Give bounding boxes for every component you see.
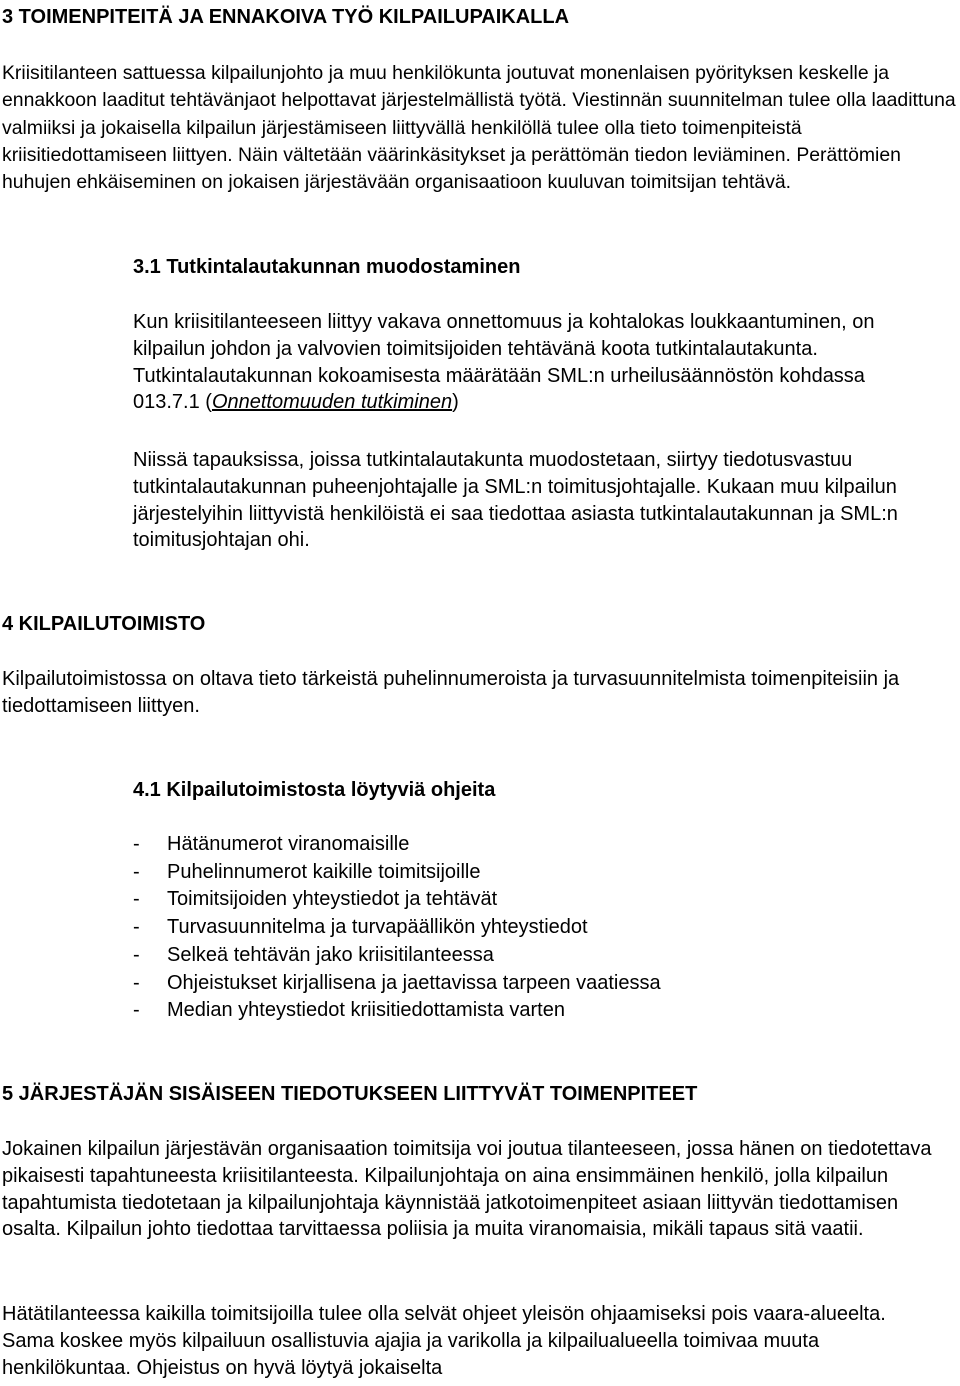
list-item-label: Puhelinnumerot kaikille toimitsijoille — [167, 860, 481, 883]
list-item — [133, 886, 661, 914]
guide-list — [133, 831, 661, 1025]
section-4-paragraph: Kilpailutoimistossa on oltava tieto tärkeistä puhelinnumeroista ja turvasuunnitelmista toimenpiteisiin ja tiedottamiseen liittyen. — [2, 668, 900, 717]
section-5-paragraph-1: Jokainen kilpailun järjestävän organisaation toimitsija voi joutua tilanteeseen, jossa hänen on tiedotettava pikaisesti tapahtuneesta kriisitilanteesta. Kilpailunjohtaja on aina ensimmäinen henkilö, jolla kilpailun tapahtumista tiedotetaan ja kilpailunjohtaja käynnistää jatkotoimenpiteet asiaan liittyvän tiedottamisen osalta. Kilpailun johto tiedottaa tarvittaessa poliisia ja muita viranomaisia, mikäli tapaus sitä vaatii. — [2, 1138, 932, 1241]
section-3-1-paragraph-1 — [133, 309, 933, 416]
list-bullet: - — [133, 943, 140, 966]
onnettomuuden-tutkiminen-link[interactable]: Onnettomuuden tutkiminen — [211, 391, 453, 414]
section-3-1-paragraph-1-text: Kun kriisitilanteeseen liittyy vakava onnettomuus ja kohtalokas loukkaantuminen, on kilpailun johdon ja valvovien toimitsijoiden tehtävänä koota tutkintalautakunta. Tutkintalautakunnan kokoamisesta määrätään SML:n urheilusäännöstön kohdassa 013.7.1 ( — [133, 311, 875, 414]
list-item-label: Turvasuunnitelma ja turvapäällikön yhteystiedot — [167, 916, 588, 939]
list-bullet: - — [133, 916, 140, 939]
list-item — [133, 997, 661, 1025]
section-5-heading: 5 JÄRJESTÄJÄN SISÄISEEN TIEDOTUKSEEN LIITTYVÄT TOIMENPITEET — [2, 1083, 698, 1105]
section-4-1-heading: 4.1 Kilpailutoimistosta löytyviä ohjeita — [133, 779, 496, 801]
list-item-label: Toimitsijoiden yhteystiedot ja tehtävät — [167, 888, 498, 911]
list-bullet: - — [133, 860, 140, 883]
list-item — [133, 914, 661, 942]
list-item-label: Hätänumerot viranomaisille — [167, 833, 410, 855]
list-item-label: Ohjeistukset kirjallisena ja jaettavissa tarpeen vaatiessa — [167, 971, 661, 994]
list-bullet: - — [133, 971, 140, 994]
section-3-1-paragraph-1-end: ) — [452, 391, 459, 414]
list-item — [133, 970, 661, 998]
list-item — [133, 859, 661, 887]
section-3-1-heading: 3.1 Tutkintalautakunnan muodostaminen — [133, 256, 521, 278]
section-3-paragraph: Kriisitilanteen sattuessa kilpailunjohto ja muu henkilökunta joutuvat monenlaisen pyörityksen keskelle ja ennakkoon laaditut tehtävänjaot helpottavat järjestelmällistä työtä. Viestinnän suunnitelman tulee olla laadittuna valmiiksi ja jokaisella kilpailun järjestämiseen liittyvällä henkilöllä tulee olla tieto toimenpiteistä kriisitiedottamiseen liittyen. Näin vältetään väärinkäsitykset ja perättömän tiedon leviäminen. Perättömien huhujen ehkäiseminen on jokaisen järjestävään organisaatioon kuuluvan toimitsijan tehtävä. — [2, 62, 956, 194]
list-bullet: - — [133, 999, 140, 1022]
section-3-1-paragraph-2: Niissä tapauksissa, joissa tutkintalautakunta muodostetaan, siirtyy tiedotusvastuu tutkintalautakunnan puheenjohtajalle ja SML:n toimitusjohtajalle. Kukaan muu kilpailun järjestelyihin liittyvistä henkilöistä ei saa tiedottaa asiasta tutkintalautakunnan ja SML:n toimitusjohtajan ohi. — [133, 449, 898, 552]
section-4-heading: 4 KILPAILUTOIMISTO — [2, 613, 206, 635]
list-item — [133, 831, 661, 859]
list-item-label: Median yhteystiedot kriisitiedottamista varten — [167, 999, 565, 1022]
list-item-label: Selkeä tehtävän jako kriisitilanteessa — [167, 943, 494, 966]
list-bullet: - — [133, 833, 140, 855]
section-3-heading: 3 TOIMENPITEITÄ JA ENNAKOIVA TYÖ KILPAILUPAIKALLA — [2, 6, 570, 28]
list-bullet: - — [133, 888, 140, 911]
section-5-paragraph-2: Hätätilanteessa kaikilla toimitsijoilla tulee olla selvät ohjeet yleisön ohjaamiseksi pois vaara-alueelta. Sama koskee myös kilpailuun osallistuvia ajajia ja varikolla ja kilpailualueella toimivaa muuta henkilökuntaa. Ohjeistus on hyvä löytyä jokaiselta — [2, 1303, 886, 1379]
list-item — [133, 942, 661, 970]
